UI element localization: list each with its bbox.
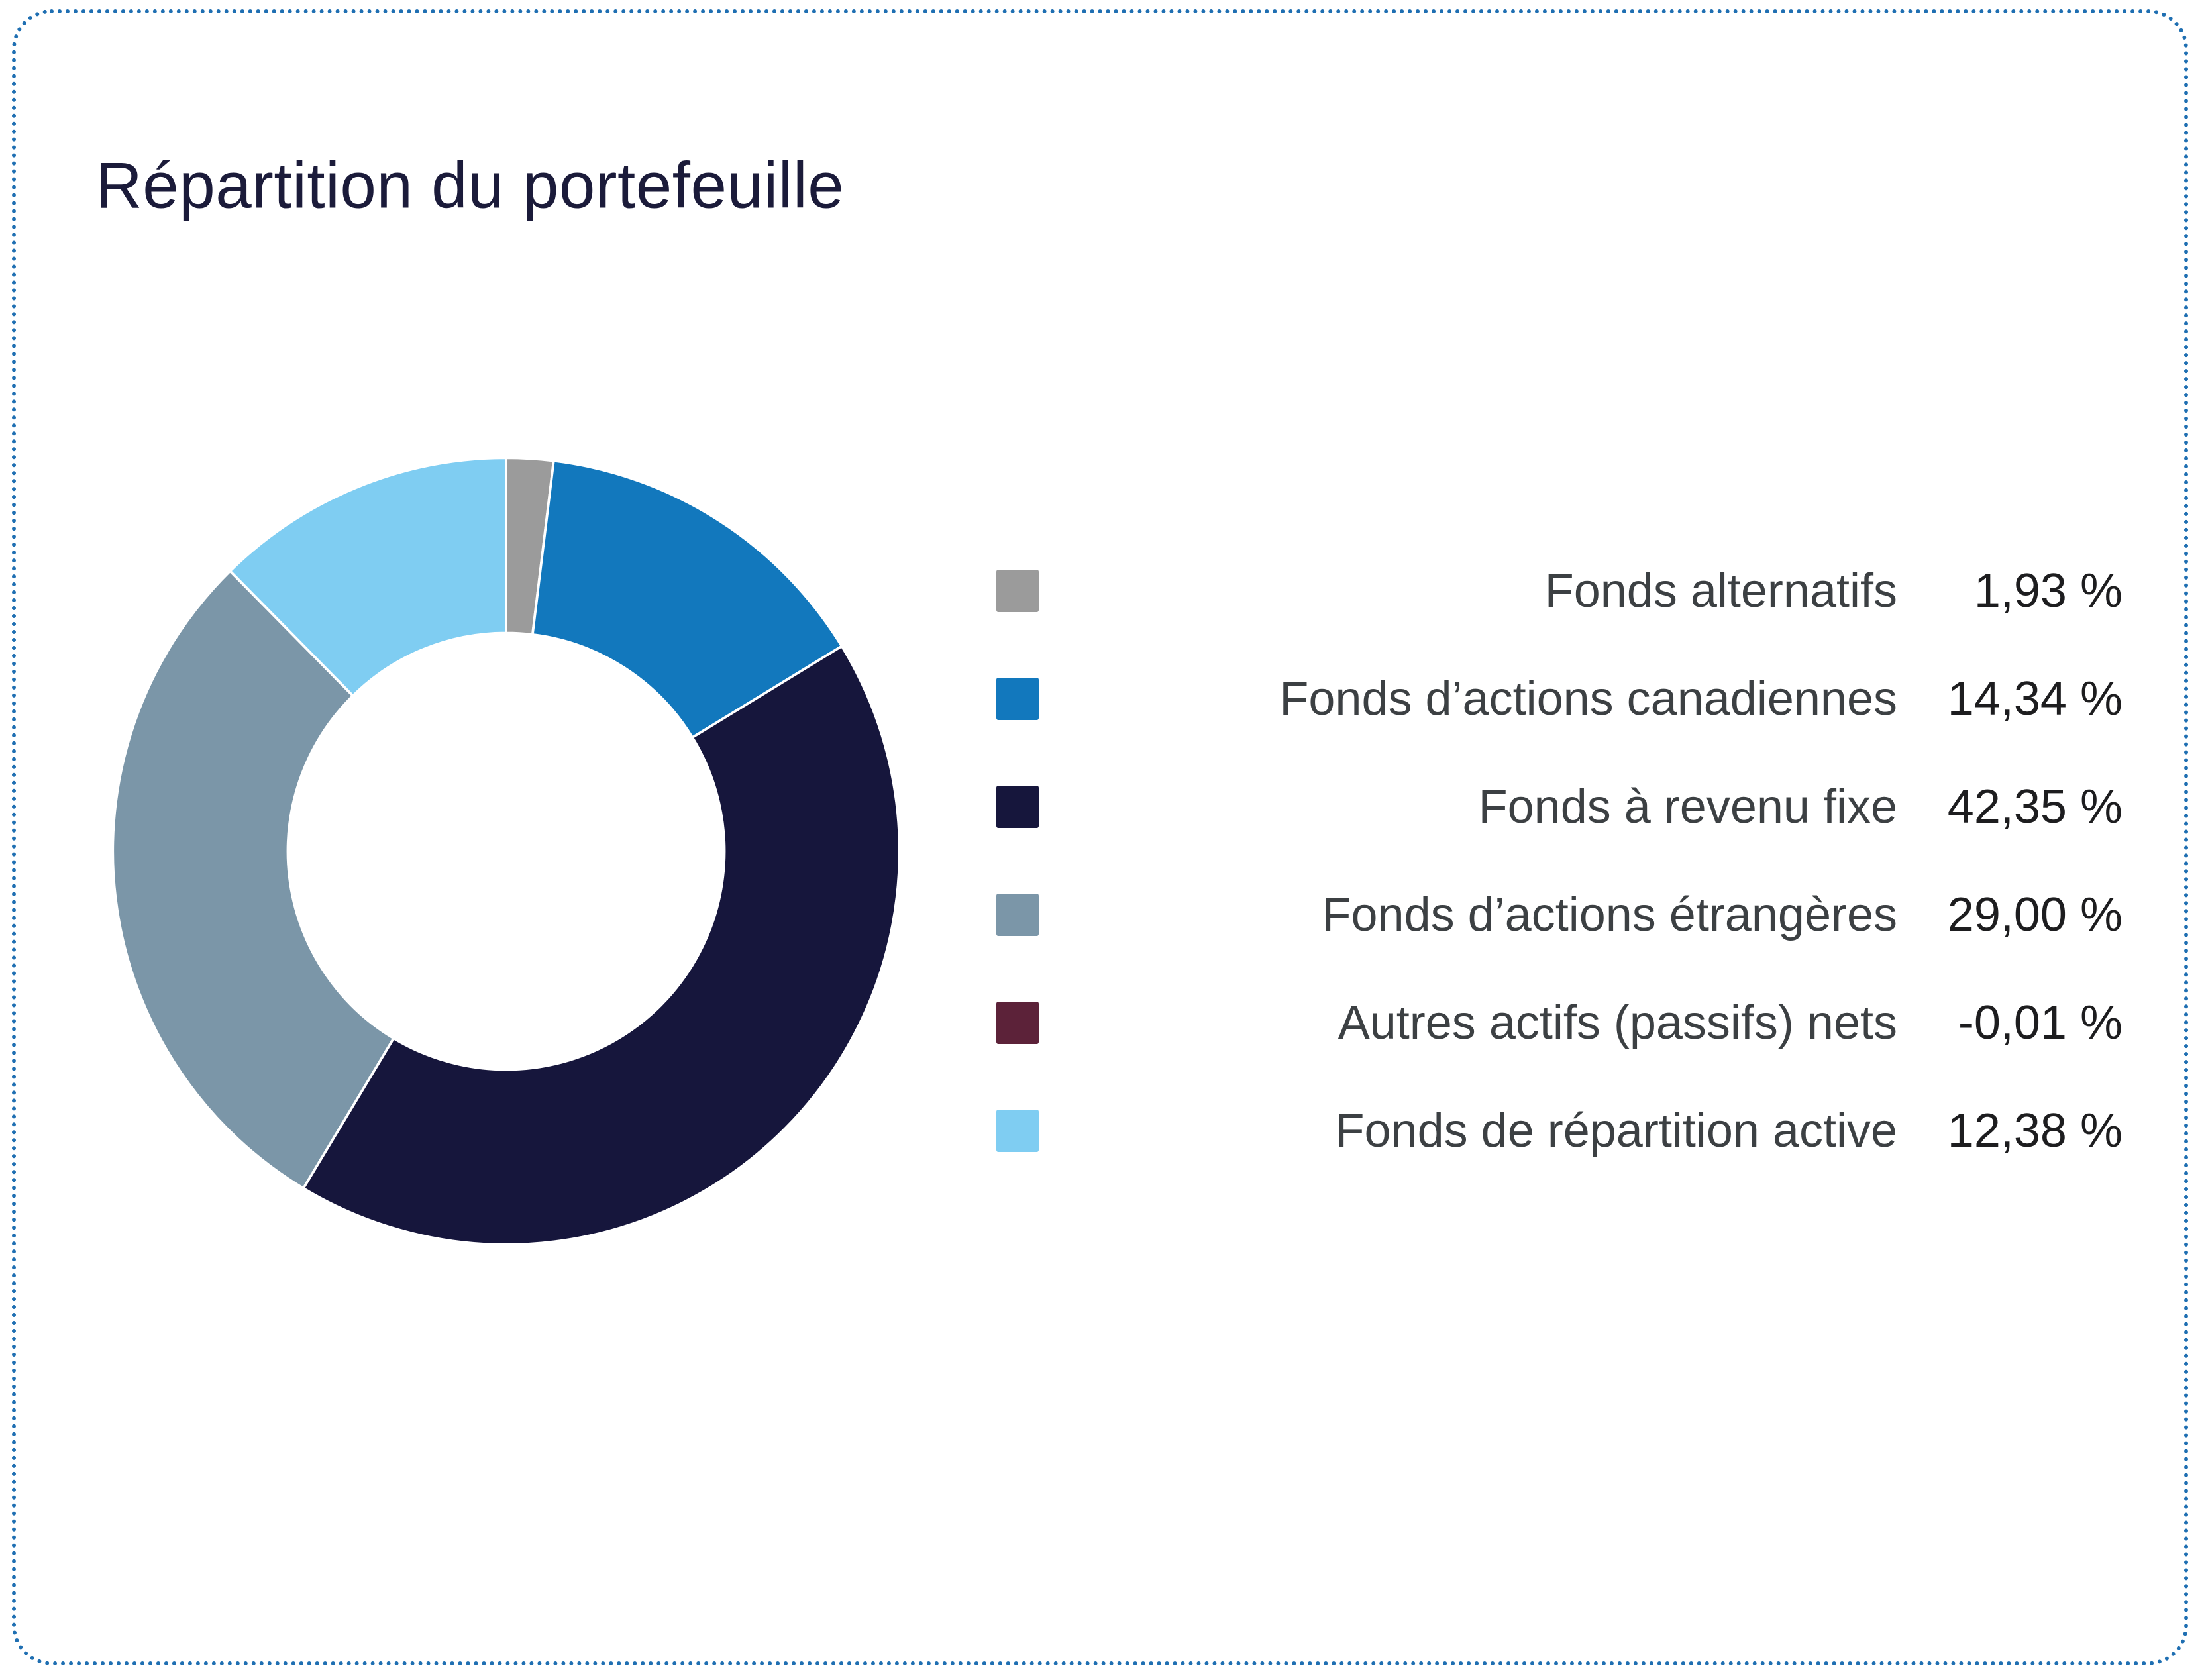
legend-item-value: 14,34 % (1947, 672, 2123, 725)
legend-color-swatch (996, 894, 1039, 936)
legend-color-swatch (996, 678, 1039, 720)
legend-item-value: -0,01 % (1958, 996, 2123, 1049)
legend-item (996, 645, 2123, 753)
legend-color-swatch (996, 570, 1039, 612)
legend-item (996, 753, 2123, 861)
legend-item-label: Fonds d’actions étrangères (1322, 888, 1897, 941)
legend-item-value: 29,00 % (1947, 888, 2123, 941)
legend-item-value: 42,35 % (1947, 780, 2123, 833)
legend-item-label: Fonds de répartition active (1335, 1104, 1897, 1157)
legend-item-value: 12,38 % (1947, 1104, 2123, 1157)
chart-legend (996, 537, 2123, 1184)
legend-item-value: 1,93 % (1973, 564, 2123, 617)
donut-chart-canvas (92, 437, 920, 1265)
page-title: Répartition du portefeuille (95, 148, 845, 222)
portfolio-allocation-card (12, 9, 2188, 1665)
legend-item (996, 537, 2123, 645)
donut-slice (303, 646, 900, 1244)
legend-color-swatch (996, 1110, 1039, 1152)
donut-chart (79, 424, 927, 1279)
legend-item (996, 1076, 2123, 1184)
legend-color-swatch (996, 1002, 1039, 1044)
legend-item-label: Fonds d’actions canadiennes (1279, 672, 1897, 725)
legend-item-label: Fonds alternatifs (1544, 564, 1897, 617)
legend-item-label: Autres actifs (passifs) nets (1338, 996, 1897, 1049)
legend-item (996, 969, 2123, 1076)
legend-item-label: Fonds à revenu fixe (1478, 780, 1897, 833)
legend-item (996, 861, 2123, 969)
legend-color-swatch (996, 786, 1039, 828)
